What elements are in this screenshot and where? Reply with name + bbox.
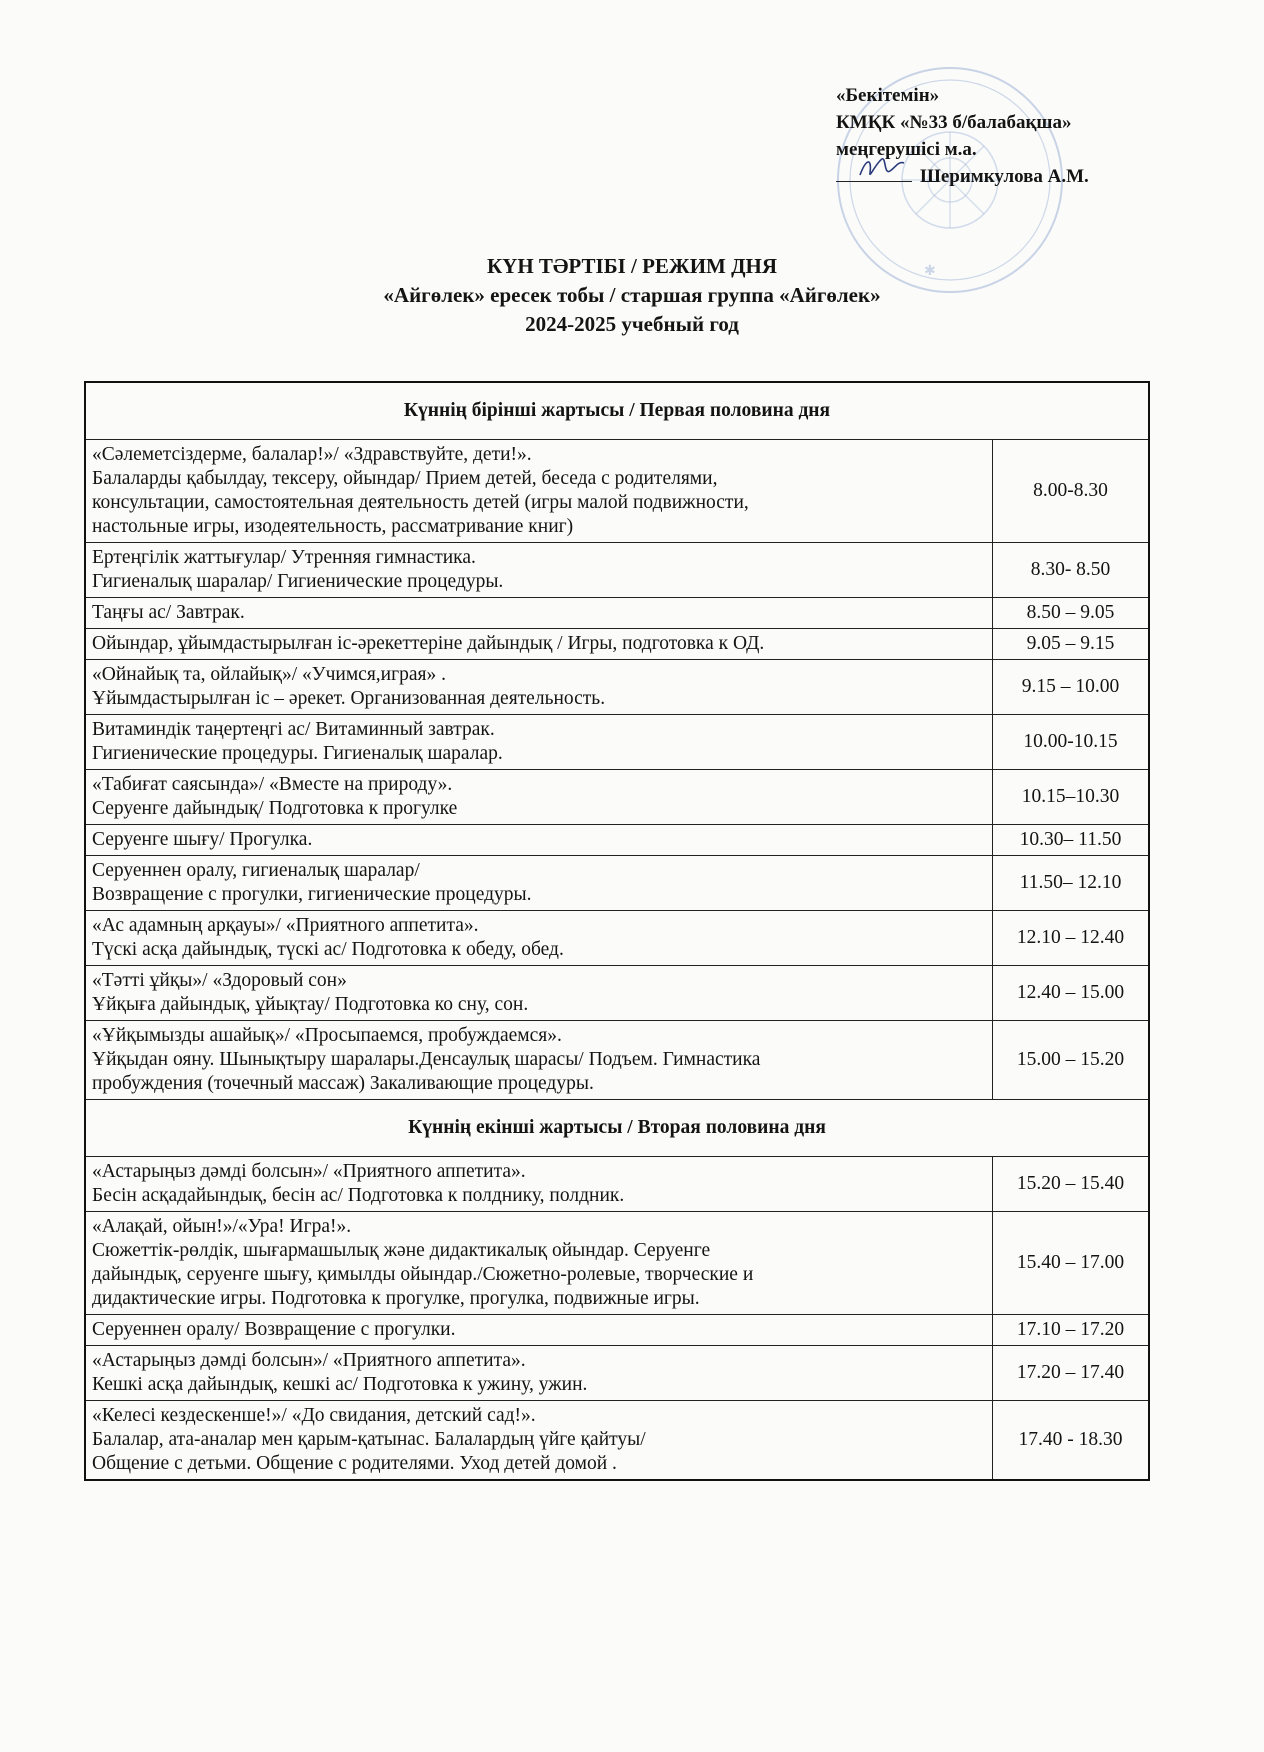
table-row [85, 1157, 1149, 1212]
signature-line [836, 163, 912, 182]
activity-line: «Ұйқымызды ашайық»/ «Просыпаемся, пробуждаемся». [92, 1025, 562, 1046]
svg-text:✱: ✱ [924, 263, 936, 279]
activity-line: дайындық, серуенге шығу, қимылды ойындар./Сюжетно-ролевые, творческие и [92, 1264, 754, 1285]
approval-line-3: меңгерушісі м.а. [836, 139, 977, 160]
time-cell: 10.15–10.30 [993, 770, 1150, 825]
activity-line: «Астарыңыз дәмді болсын»/ «Приятного аппетита». [92, 1161, 526, 1182]
table-row [85, 966, 1149, 1021]
table-row [85, 911, 1149, 966]
time-cell: 8.00-8.30 [993, 440, 1150, 543]
table-row [85, 715, 1149, 770]
activity-cell [85, 440, 993, 543]
schedule-body [85, 382, 1149, 1480]
activity-line: Серуенге шығу/ Прогулка. [92, 829, 313, 850]
activity-line: Балалар, ата-аналар мен қарым-қатынас. Балалардың үйге қайтуы/ [92, 1429, 646, 1450]
activity-line: Ұйымдастырылған іс – әрекет. Организованная деятельность. [92, 688, 606, 709]
activity-cell [85, 543, 993, 598]
signature-icon [856, 153, 908, 183]
activity-line: Ұйқыға дайындық, ұйықтау/ Подготовка ко сну, сон. [92, 994, 529, 1015]
activity-line: Витаминдік таңертеңгі ас/ Витаминный завтрак. [92, 719, 495, 740]
activity-cell [85, 660, 993, 715]
approval-block [836, 82, 1089, 190]
activity-line: Бесін асқадайындық, бесін ас/ Подготовка к полднику, полдник. [92, 1185, 625, 1206]
table-row [85, 660, 1149, 715]
activity-cell [85, 825, 993, 856]
approval-line-2: КМҚК «№33 б/балабақша» [836, 112, 1072, 133]
activity-cell [85, 1346, 993, 1401]
time-cell: 8.50 – 9.05 [993, 598, 1150, 629]
time-cell: 11.50– 12.10 [993, 856, 1150, 911]
approval-line-1: «Бекітемін» [836, 85, 940, 106]
table-row [85, 1346, 1149, 1401]
time-cell: 10.00-10.15 [993, 715, 1150, 770]
activity-cell [85, 598, 993, 629]
activity-cell [85, 1212, 993, 1315]
activity-line: Серуенге дайындық/ Подготовка к прогулке [92, 798, 458, 819]
activity-cell [85, 1157, 993, 1212]
time-cell: 9.15 – 10.00 [993, 660, 1150, 715]
time-cell: 17.10 – 17.20 [993, 1315, 1150, 1346]
activity-line: Сюжеттік-рөлдік, шығармашылық және дидактикалық ойындар. Серуенге [92, 1240, 711, 1261]
time-cell: 15.00 – 15.20 [993, 1021, 1150, 1100]
schedule-table [84, 381, 1150, 1481]
table-row [85, 856, 1149, 911]
activity-line: «Тәтті ұйқы»/ «Здоровый сон» [92, 970, 347, 991]
section-header-row [85, 1100, 1149, 1157]
time-cell: 12.10 – 12.40 [993, 911, 1150, 966]
table-row [85, 770, 1149, 825]
time-cell: 15.40 – 17.00 [993, 1212, 1150, 1315]
time-cell: 17.40 - 18.30 [993, 1401, 1150, 1481]
section-heading: Күннің бірінші жартысы / Первая половина дня [85, 382, 1149, 440]
activity-line: Возвращение с прогулки, гигиенические процедуры. [92, 884, 532, 905]
activity-line: Ертеңгілік жаттығулар/ Утренняя гимнастика. [92, 547, 476, 568]
activity-cell [85, 770, 993, 825]
activity-line: «Табиғат саясында»/ «Вместе на природу». [92, 774, 453, 795]
activity-cell [85, 629, 993, 660]
activity-line: Балаларды қабылдау, тексеру, ойындар/ Прием детей, беседа с родителями, [92, 468, 718, 489]
time-cell: 10.30– 11.50 [993, 825, 1150, 856]
title-line-3: 2024-2025 учебный год [525, 312, 739, 336]
activity-line: «Ас адамның арқауы»/ «Приятного аппетита». [92, 915, 479, 936]
section-heading: Күннің екінші жартысы / Вторая половина дня [85, 1100, 1149, 1157]
time-cell: 8.30- 8.50 [993, 543, 1150, 598]
activity-cell [85, 966, 993, 1021]
table-row [85, 1212, 1149, 1315]
signature-row [836, 163, 1089, 190]
activity-line: «Сәлеметсіздерме, балалар!»/ «Здравствуйте, дети!». [92, 444, 532, 465]
activity-line: Таңғы ас/ Завтрак. [92, 602, 245, 623]
activity-cell [85, 1315, 993, 1346]
title-line-1: КҮН ТӘРТІБІ / РЕЖИМ ДНЯ [486, 254, 778, 278]
title-line-2: «Айгөлек» ересек тобы / старшая группа «Айгөлек» [383, 283, 881, 307]
activity-line: «Келесі кездескенше!»/ «До свидания, детский сад!». [92, 1405, 536, 1426]
table-row [85, 1315, 1149, 1346]
activity-line: Общение с детьми. Общение с родителями. Уход детей домой . [92, 1453, 617, 1474]
time-cell: 9.05 – 9.15 [993, 629, 1150, 660]
activity-line: «Астарыңыз дәмді болсын»/ «Приятного аппетита». [92, 1350, 526, 1371]
activity-cell [85, 856, 993, 911]
activity-line: Гигиеналық шаралар/ Гигиенические процедуры. [92, 571, 504, 592]
activity-line: Ұйқыдан ояну. Шынықтыру шаралары.Денсаулық шарасы/ Подъем. Гимнастика [92, 1049, 761, 1070]
table-row [85, 440, 1149, 543]
activity-line: Гигиенические процедуры. Гигиеналық шаралар. [92, 743, 503, 764]
activity-line: Түскі асқа дайындық, түскі ас/ Подготовка к обеду, обед. [92, 939, 564, 960]
activity-cell [85, 1021, 993, 1100]
activity-line: пробуждения (точечный массаж) Закаливающие процедуры. [92, 1073, 594, 1094]
document-title [0, 252, 1264, 339]
table-row [85, 1401, 1149, 1481]
activity-line: Серуеннен оралу, гигиеналық шаралар/ [92, 860, 420, 881]
activity-line: Кешкі асқа дайындық, кешкі ас/ Подготовка к ужину, ужин. [92, 1374, 588, 1395]
activity-cell [85, 1401, 993, 1481]
activity-line: дидактические игры. Подготовка к прогулке, прогулка, подвижные игры. [92, 1288, 700, 1309]
table-row [85, 825, 1149, 856]
activity-line: «Ойнайық та, ойлайық»/ «Учимся,играя» . [92, 664, 446, 685]
time-cell: 17.20 – 17.40 [993, 1346, 1150, 1401]
activity-cell [85, 715, 993, 770]
table-row [85, 543, 1149, 598]
signatory-name: Шеримкулова А.М. [920, 166, 1089, 187]
table-row [85, 1021, 1149, 1100]
activity-line: Серуеннен оралу/ Возвращение с прогулки. [92, 1319, 456, 1340]
activity-line: консультации, самостоятельная деятельность детей (игры малой подвижности, [92, 492, 749, 513]
activity-line: «Алақай, ойын!»/«Ура! Игра!». [92, 1216, 352, 1237]
activity-cell [85, 911, 993, 966]
table-row [85, 629, 1149, 660]
time-cell: 15.20 – 15.40 [993, 1157, 1150, 1212]
table-row [85, 598, 1149, 629]
activity-line: настольные игры, изодеятельность, рассматривание книг) [92, 516, 574, 537]
section-header-row [85, 382, 1149, 440]
activity-line: Ойындар, ұйымдастырылған іс-әрекеттеріне дайындық / Игры, подготовка к ОД. [92, 633, 765, 654]
time-cell: 12.40 – 15.00 [993, 966, 1150, 1021]
